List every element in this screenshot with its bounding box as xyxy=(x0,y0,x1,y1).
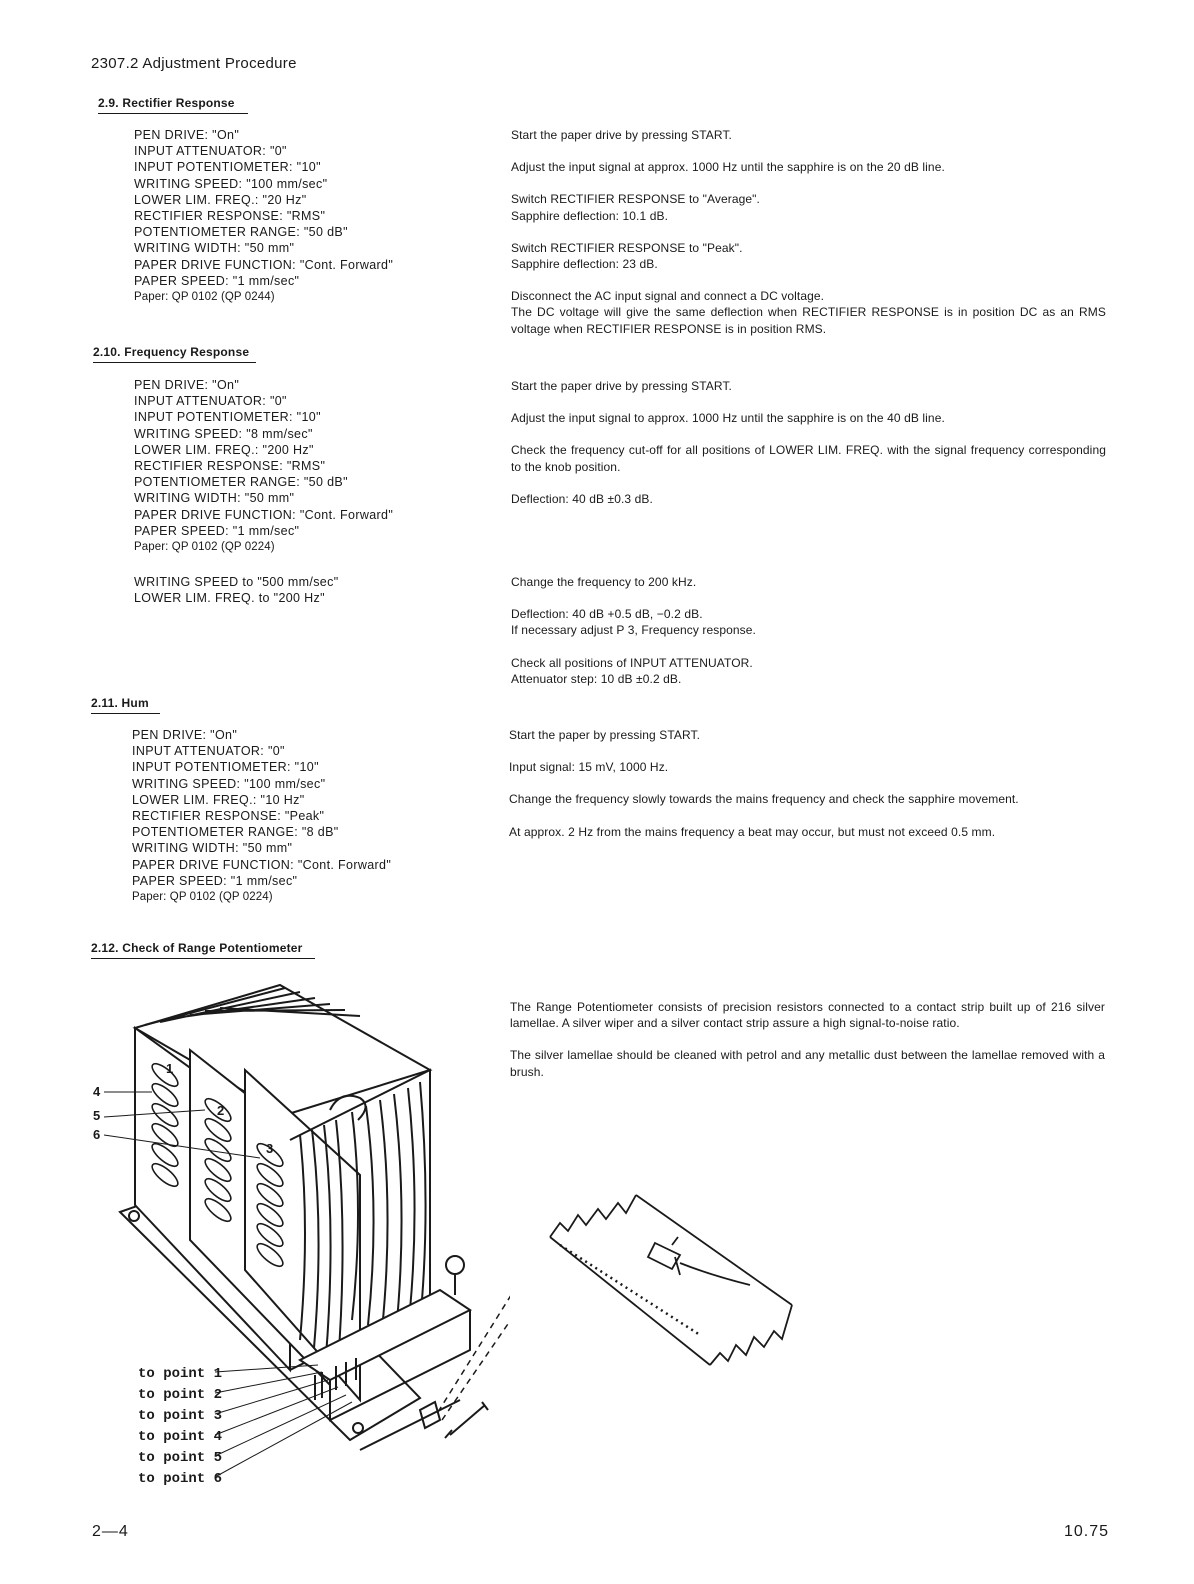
setting-item: PAPER DRIVE FUNCTION: "Cont. Forward" xyxy=(132,857,392,872)
setting-item: PAPER SPEED: "1 mm/sec" xyxy=(134,273,300,288)
callout-label: 5 xyxy=(93,1108,101,1123)
section-title-2-12: 2.12. Check of Range Potentiometer xyxy=(91,941,315,959)
paragraph: Start the paper by pressing START. xyxy=(509,728,701,742)
setting-item: WRITING SPEED: "8 mm/sec" xyxy=(134,426,313,441)
setting-item: WRITING SPEED to "500 mm/sec" xyxy=(134,575,339,589)
paragraph: Adjust the input signal at approx. 1000 Hz until the sapphire is on the 20 dB line. xyxy=(511,160,945,175)
paragraph: Sapphire deflection: 10.1 dB. xyxy=(511,208,669,223)
setting-item: WRITING WIDTH: "50 mm" xyxy=(134,491,295,506)
board-label: 3 xyxy=(266,1141,274,1156)
paragraph: Attenuator step: 10 dB ±0.2 dB. xyxy=(511,671,682,686)
paragraph: If necessary adjust P 3, Frequency response. xyxy=(511,623,756,638)
board-label: 2 xyxy=(217,1103,225,1118)
settings-list-2-11 xyxy=(132,727,391,905)
paragraph: Check all positions of INPUT ATTENUATOR. xyxy=(511,655,753,670)
paragraph: Switch RECTIFIER RESPONSE to "Peak". xyxy=(511,240,743,255)
setting-item: POTENTIOMETER RANGE: "50 dB" xyxy=(134,475,348,490)
settings-list-2-9 xyxy=(134,127,393,305)
setting-item: INPUT POTENTIOMETER: "10" xyxy=(132,760,319,775)
setting-item: LOWER LIM. FREQ.: "20 Hz" xyxy=(134,192,307,207)
point-label: to point 4 xyxy=(138,1429,223,1445)
paragraph: Deflection: 40 dB +0.5 dB, −0.2 dB. xyxy=(511,607,703,622)
settings-list-2-10 xyxy=(134,377,393,555)
point-label: to point 3 xyxy=(138,1408,223,1424)
setting-item: RECTIFIER RESPONSE: "Peak" xyxy=(132,809,325,824)
paragraph: The DC voltage will give the same deflection when RECTIFIER RESPONSE is in position DC as an RMS voltage when RECTIFIER RESPONSE is in position RMS. xyxy=(511,305,1106,336)
setting-item: PEN DRIVE: "On" xyxy=(134,128,240,142)
setting-item: INPUT POTENTIOMETER: "10" xyxy=(134,410,321,425)
paragraph: The Range Potentiometer consists of precision resistors connected to a contact strip built up of 216 silver lamellae. A silver wiper and a silver contact strip assure a high signal-to-noise ratio. xyxy=(510,1000,1105,1031)
section-title-2-9: 2.9. Rectifier Response xyxy=(98,96,248,114)
setting-item: PEN DRIVE: "On" xyxy=(134,378,240,392)
section-title-2-10: 2.10. Frequency Response xyxy=(93,345,256,363)
instructions-2-12 xyxy=(510,999,1105,1080)
setting-item: WRITING WIDTH: "50 mm" xyxy=(134,241,295,256)
range-potentiometer-figure xyxy=(90,980,510,1510)
page-number: 2—4 xyxy=(92,1523,129,1540)
settings-list-2-10-change xyxy=(134,574,338,606)
setting-item: INPUT ATTENUATOR: "0" xyxy=(134,394,287,409)
paragraph: At approx. 2 Hz from the mains frequency a beat may occur, but must not exceed 0.5 mm. xyxy=(509,824,996,839)
instructions-2-11 xyxy=(509,727,1104,840)
point-label: to point 6 xyxy=(138,1471,223,1487)
setting-item: PAPER SPEED: "1 mm/sec" xyxy=(134,523,300,538)
paragraph: Disconnect the AC input signal and connect a DC voltage. xyxy=(511,289,825,304)
setting-item: Paper: QP 0102 (QP 0244) xyxy=(134,291,275,304)
page-header: 2307.2 Adjustment Procedure xyxy=(91,55,297,72)
callout-label: 4 xyxy=(93,1084,101,1099)
point-label: to point 5 xyxy=(138,1450,223,1466)
paragraph: Start the paper drive by pressing START. xyxy=(511,379,732,393)
setting-item: RECTIFIER RESPONSE: "RMS" xyxy=(134,209,326,224)
setting-item: INPUT ATTENUATOR: "0" xyxy=(132,744,285,759)
revision-date: 10.75 xyxy=(1063,1523,1109,1540)
setting-item: PAPER DRIVE FUNCTION: "Cont. Forward" xyxy=(134,257,394,272)
paragraph: Input signal: 15 mV, 1000 Hz. xyxy=(509,760,669,775)
paragraph: Change the frequency slowly towards the mains frequency and check the sapphire movement. xyxy=(509,792,1019,807)
setting-item: POTENTIOMETER RANGE: "8 dB" xyxy=(132,825,339,840)
paragraph: Check the frequency cut-off for all positions of LOWER LIM. FREQ. with the signal frequency corresponding to the knob position. xyxy=(511,443,1106,474)
setting-item: PAPER DRIVE FUNCTION: "Cont. Forward" xyxy=(134,507,394,522)
setting-item: POTENTIOMETER RANGE: "50 dB" xyxy=(134,225,348,240)
setting-item: LOWER LIM. FREQ.: "200 Hz" xyxy=(134,442,314,457)
callout-label: 6 xyxy=(93,1127,101,1142)
paragraph: Start the paper drive by pressing START. xyxy=(511,128,732,142)
setting-item: PAPER SPEED: "1 mm/sec" xyxy=(132,873,298,888)
point-label: to point 1 xyxy=(138,1366,223,1382)
point-label: to point 2 xyxy=(138,1387,223,1403)
board-label: 1 xyxy=(166,1061,174,1076)
paragraph: Change the frequency to 200 kHz. xyxy=(511,575,697,589)
setting-item: Paper: QP 0102 (QP 0224) xyxy=(132,891,273,904)
setting-item: LOWER LIM. FREQ. to "200 Hz" xyxy=(134,591,325,606)
setting-item: Paper: QP 0102 (QP 0224) xyxy=(134,541,275,554)
setting-item: LOWER LIM. FREQ.: "10 Hz" xyxy=(132,792,305,807)
setting-item: WRITING WIDTH: "50 mm" xyxy=(132,841,293,856)
instructions-2-10-change xyxy=(511,574,1106,687)
setting-item: INPUT ATTENUATOR: "0" xyxy=(134,144,287,159)
setting-item: WRITING SPEED: "100 mm/sec" xyxy=(132,776,326,791)
instructions-2-9 xyxy=(511,127,1106,337)
setting-item: WRITING SPEED: "100 mm/sec" xyxy=(134,176,328,191)
setting-item: PEN DRIVE: "On" xyxy=(132,728,238,742)
instructions-2-10 xyxy=(511,378,1106,507)
paragraph: Switch RECTIFIER RESPONSE to "Average". xyxy=(511,192,760,207)
section-title-2-11: 2.11. Hum xyxy=(91,696,160,714)
paragraph: The silver lamellae should be cleaned with petrol and any metallic dust between the lamellae removed with a brush. xyxy=(510,1048,1105,1079)
setting-item: INPUT POTENTIOMETER: "10" xyxy=(134,160,321,175)
paragraph: Adjust the input signal to approx. 1000 Hz until the sapphire is on the 40 dB line. xyxy=(511,411,945,426)
paragraph: Deflection: 40 dB ±0.3 dB. xyxy=(511,491,653,506)
paragraph: Sapphire deflection: 23 dB. xyxy=(511,257,658,272)
setting-item: RECTIFIER RESPONSE: "RMS" xyxy=(134,459,326,474)
contact-strip-detail-figure xyxy=(540,1185,810,1385)
